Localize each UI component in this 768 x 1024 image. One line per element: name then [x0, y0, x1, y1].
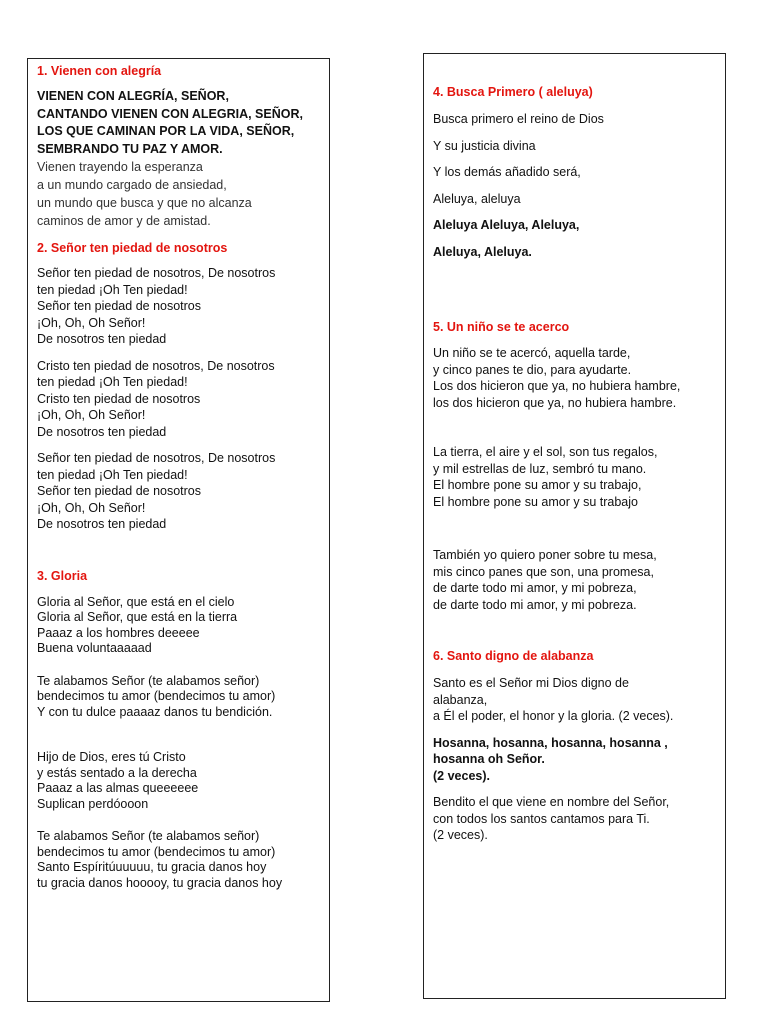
song-title-6: 6. Santo digno de alabanza: [433, 649, 594, 663]
song-1-chorus: VIENEN CON ALEGRÍA, SEÑOR, CANTANDO VIENEN CON ALEGRIA, SEÑOR, LOS QUE CAMINAN POR LA VIDA, SEÑOR, SEMBRANDO TU PAZ Y AMOR.: [37, 89, 303, 156]
song-title-5: 5. Un niño se te acerco: [433, 320, 570, 334]
song-5-stanza-3: También yo quiero poner sobre tu mesa, mis cinco panes que son, una promesa, de darte todo mi amor, y mi pobreza, de darte todo mi amor, y mi pobreza.: [433, 548, 657, 612]
song-5-stanza-2: La tierra, el aire y el sol, son tus regalos, y mil estrellas de luz, sembró tu mano. El hombre pone su amor y su trabajo, El hombre pone su amor y su trabajo: [433, 445, 658, 509]
song-4-bold-line: Aleluya Aleluya, Aleluya,: [433, 218, 580, 232]
song-3-stanza-1: Gloria al Señor, que está en el cielo Gloria al Señor, que está en la tierra Paaaz a los hombres deeeee Buena voluntaaaaad: [37, 594, 238, 655]
song-2-stanza-2: Cristo ten piedad de nosotros, De nosotros ten piedad ¡Oh Ten piedad! Cristo ten piedad de nosotros ¡Oh, Oh, Oh Señor! De nosotros ten piedad: [37, 358, 275, 439]
song-title-2: 2. Señor ten piedad de nosotros: [37, 241, 228, 255]
left-column: [27, 58, 330, 1002]
song-1-verse: Vienen trayendo la esperanza a un mundo cargado de ansiedad, un mundo que busca y que no alcanza caminos de amor y de amistad.: [37, 160, 252, 228]
song-4-bold-line: Aleluya, Aleluya.: [433, 244, 532, 259]
song-6-chorus: Hosanna, hosanna, hosanna, hosanna , hosanna oh Señor. (2 veces).: [433, 735, 668, 783]
song-4-line: Y los demás añadido será,: [433, 165, 581, 179]
song-4-line: Y su justicia divina: [433, 138, 536, 153]
song-4-line: Busca primero el reino de Dios: [433, 112, 604, 126]
song-title-3: 3. Gloria: [37, 568, 88, 583]
song-3-stanza-3: Hijo de Dios, eres tú Cristo y estás sentado a la derecha Paaaz a las almas queeeeee Suplican perdóooon: [37, 750, 199, 811]
song-5-stanza-1: Un niño se te acercó, aquella tarde, y cinco panes te dio, para ayudarte. Los dos hicieron que ya, no hubiera hambre, los dos hicieron que ya, no hubiera hambre.: [433, 346, 681, 410]
song-4-line: Aleluya, aleluya: [433, 191, 521, 206]
right-column: [423, 53, 726, 999]
song-3-stanza-4: Te alabamos Señor (te alabamos señor) bendecimos tu amor (bendecimos tu amor) Santo Espíritúuuuuu, tu gracia danos hoy tu gracia danos hooooy, tu gracia danos hoy: [37, 829, 283, 890]
song-3-stanza-2: Te alabamos Señor (te alabamos señor) bendecimos tu amor (bendecimos tu amor) Y con tu dulce paaaaz danos tu bendición.: [37, 673, 276, 719]
song-2-stanza-1: Señor ten piedad de nosotros, De nosotros ten piedad ¡Oh Ten piedad! Señor ten piedad de nosotros ¡Oh, Oh, Oh Señor! De nosotros ten piedad: [37, 266, 276, 346]
song-title-1: 1. Vienen con alegría: [37, 64, 162, 78]
song-2-stanza-3: Señor ten piedad de nosotros, De nosotros ten piedad ¡Oh Ten piedad! Señor ten piedad de nosotros ¡Oh, Oh, Oh Señor! De nosotros ten piedad: [37, 451, 276, 531]
song-6-stanza-2: Bendito el que viene en nombre del Señor, con todos los santos cantamos para Ti. (2 veces).: [433, 795, 670, 842]
song-6-stanza-1: Santo es el Señor mi Dios digno de alabanza, a Él el poder, el honor y la gloria. (2 veces).: [433, 676, 674, 723]
song-title-4: 4. Busca Primero ( aleluya): [433, 85, 593, 99]
